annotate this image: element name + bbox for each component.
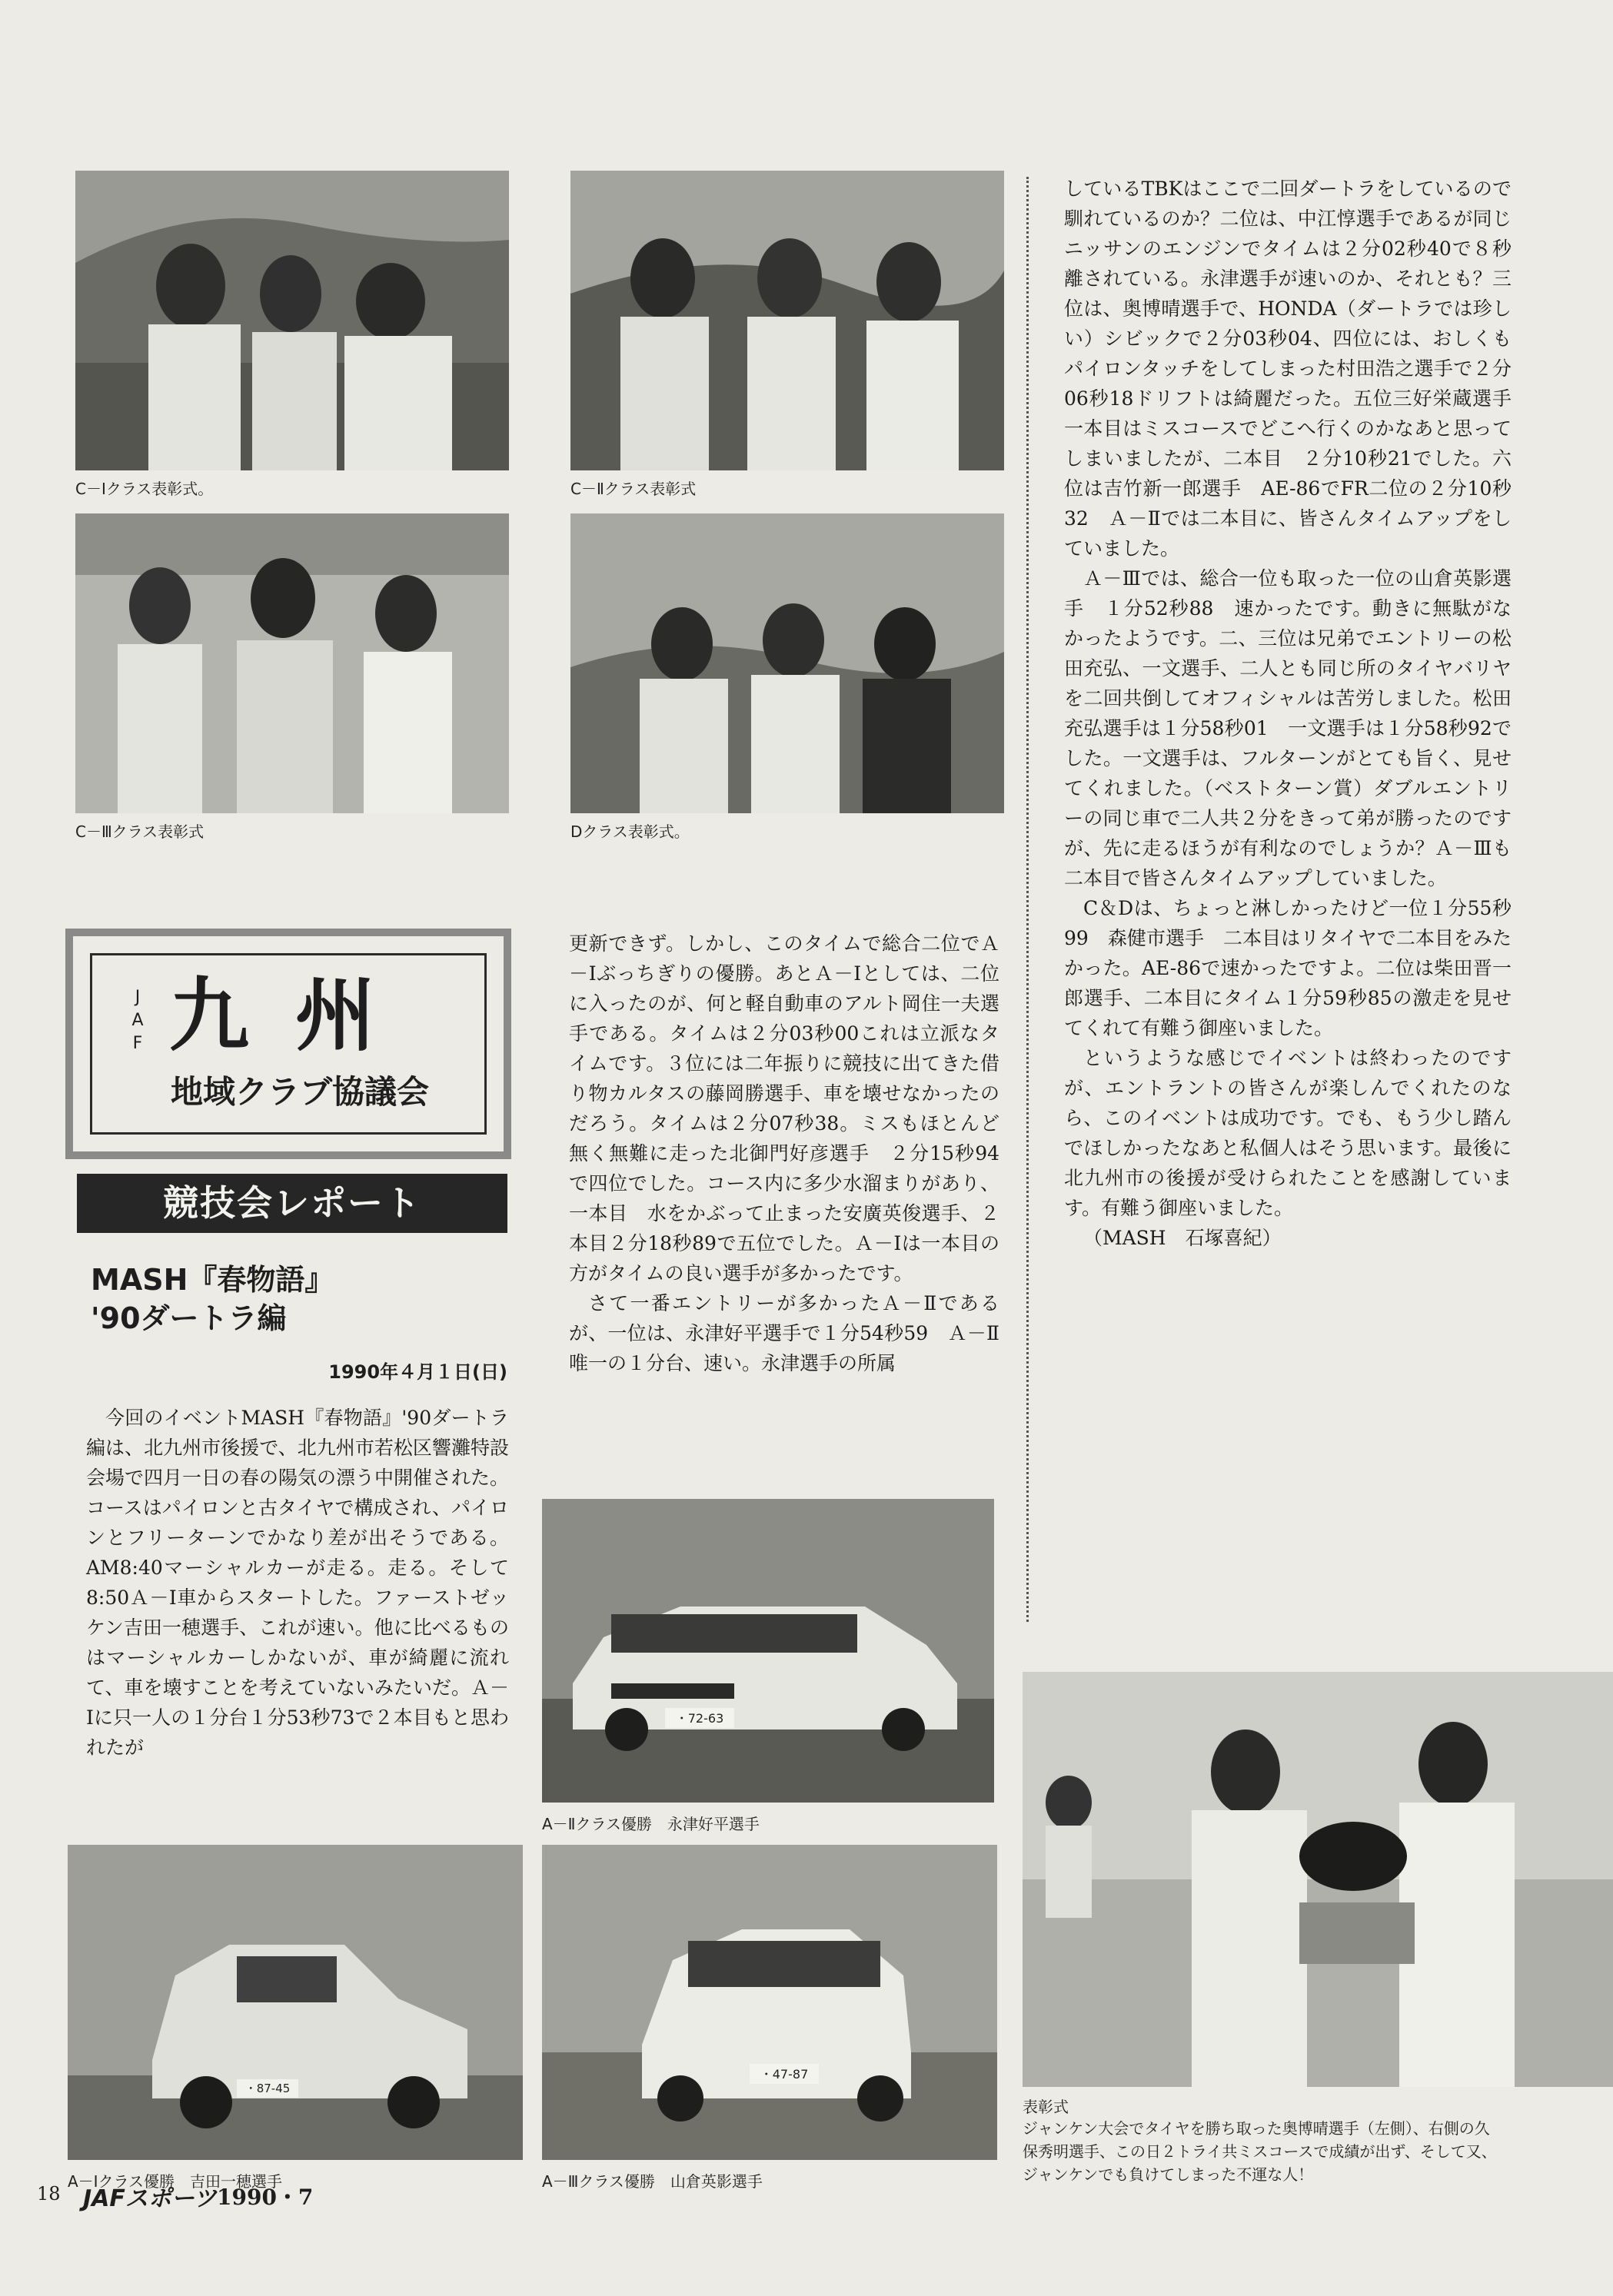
region-name: 九州 [169, 969, 422, 1062]
page-number: 18 [37, 2183, 61, 2205]
paragraph: 更新できず。しかし、このタイムで総合二位でＡ－Ⅰぶっちぎりの優勝。あとＡ－Ⅰとしては、二位に入ったのが、何と軽自動車のアルト岡住一夫選手である。タイムは２分03秒00これは立派なタイムです。３位には二年振りに競技に出てきた借り物カルタスの藤岡勝選手、車を壊せなかったのだろう。タイムは２分07秒38。ミスもほとんど無く無難に走った北御門好彦選手 ２分15秒94で四位でした。コース内に多少水溜まりがあり、一本目 水をかぶって止まった安廣英俊選手、２本目２分18秒89で五位でした。Ａ－Ⅰは一本目の方がタイムの良い選手が多かったです。 [569, 932, 999, 1284]
jaf-kyushu-logo [65, 929, 511, 1159]
column-divider [1026, 177, 1029, 1622]
article-column-1 [86, 1403, 509, 1763]
paragraph: しているTBKはここで二回ダートラをしているので馴れているのか？二位は、中江惇選手であるが同じニッサンのエンジンでタイムは２分02秒40で８秒離されている。永津選手が速いのか、それとも？三位は、奥博晴選手で、HONDA（ダートラでは珍しい）シビックで２分03秒04、四位には、おしくもパイロンタッチをしてしまった村田浩之選手で２分06秒18ドリフトは綺麗だった。五位三好栄蔵選手 一本目はミスコースでどこへ行くのかなあと思ってしまいましたが、二本目 ２分10秒21でした。六位は吉竹新一郎選手 AE-86でFR二位の２分10秒32 Ａ－Ⅱでは二本目に、皆さんタイムアップをしていました。 [1064, 178, 1532, 560]
photo-caption-a1: A－Ⅰクラス優勝 吉田一穂選手 [68, 2172, 282, 2191]
license-plate: ・72-63 [675, 1711, 724, 1726]
photo-a2-winner-car [542, 1499, 994, 1803]
license-plate: ・87-45 [244, 2082, 291, 2095]
photo-caption-a3: A－Ⅲクラス優勝 山倉英影選手 [542, 2172, 763, 2191]
magazine-name: JAFスポーツ [83, 2185, 217, 2212]
paragraph: Ａ－Ⅲでは、総合一位も取った一位の山倉英影選手 １分52秒88 速かったです。動きに無駄がなかったようです。二、三位は兄弟でエントリーの松田充弘、一文選手、二人とも同じ所のタイヤバリヤを二回共倒してオフィシャルは苦労しました。松田充弘選手は１分58秒01 一文選手は１分58秒92でした。一文選手は、フルターンがとても旨く、見せてくれました。（ベストターン賞）ダブルエントリーの同じ車で二人共２分をきって弟が勝ったのですが、先に走るほうが有利なのでしょうか？Ａ－Ⅲも二本目で皆さんタイムアップしていました。 [1064, 567, 1512, 889]
paragraph: C＆Dは、ちょっと淋しかったけど一位１分55秒99 森健市選手 二本目はリタイヤで二本目をみたかった。AE-86で速かったですよ。二位は柴田晋一郎選手、二本目にタイム１分59秒85の激走を見せてくれて有難う御座いました。 [1064, 897, 1512, 1039]
article-column-3 [1064, 174, 1532, 1253]
photo-caption-ceremony: 表彰式 [1023, 2098, 1069, 2116]
photo-caption-a2: A－Ⅱクラス優勝 永津好平選手 [542, 1815, 760, 1833]
issue-date: 1990・7 [217, 2185, 314, 2210]
photo-c1-awards [75, 171, 509, 470]
photo-caption-c2: C－Ⅱクラス表彰式 [570, 480, 697, 498]
photo-caption-c3: C－Ⅲクラス表彰式 [75, 822, 205, 841]
article-column-2 [569, 929, 999, 1378]
paragraph: というような感じでイベントは終わったのですが、エントラントの皆さんが楽しんでくれたのなら、このイベントは成功です。でも、もう少し踏んでほしかったなあと私個人はそう思います。最後に北九州市の後援が受けられたことを感謝しています。有難う御座いました。 [1064, 1047, 1512, 1219]
photo-a3-winner-car [542, 1845, 997, 2160]
section-banner: 競技会レポート [77, 1174, 507, 1233]
event-title: MASH『春物語』 '90ダートラ編 [91, 1263, 334, 1335]
photo-ceremony-janken [1023, 1672, 1613, 2087]
license-plate: ・47-87 [760, 2067, 809, 2082]
photo-c2-awards [570, 171, 1004, 470]
signature: （MASH 石塚喜紀） [1083, 1227, 1282, 1249]
photo-caption-c1: C－Ⅰクラス表彰式。 [75, 480, 214, 498]
event-date: 1990年４月１日(日) [328, 1361, 507, 1383]
photo-d-awards [570, 513, 1004, 813]
photo-caption-d: Dクラス表彰式。 [570, 822, 690, 841]
council-name: 地域クラブ協議会 [170, 1073, 429, 1111]
paragraph: さて一番エントリーが多かったＡ－Ⅱであるが、一位は、永津好平選手で１分54秒59 Ａ－Ⅱ唯一の１分台、速い。永津選手の所属 [569, 1292, 999, 1374]
photo-c3-awards [75, 513, 509, 813]
photo-a1-winner-car [68, 1845, 523, 2160]
paragraph: 今回のイベントMASH『春物語』'90ダートラ編は、北九州市後援で、北九州市若松区響灘特設会場で四月一日の春の陽気の漂う中開催された。コースはパイロンと古タイヤで構成され、パイロンとフリーターンでかなり差が出そうである。AM8:40マーシャルカーが走る。走る。そして8:50Ａ－Ⅰ車からスタートした。ファーストゼッケン吉田一穂選手、これが速い。他に比べるものはマーシャルカーしかないが、車が綺麗に流れて、車を壊すことを考えていないみたいだ。Ａ－Ⅰに只一人の１分台１分53秒73で２本目もと思われたが [86, 1407, 510, 1759]
photo-note: ジャンケン大会でタイヤを勝ち取った奥博晴選手（左側）、右側の久保秀明選手、この日２トライ共ミスコースで成績が出ず、そして又、ジャンケンでも負けてしまった不運な人！ [1023, 2119, 1497, 2184]
jaf-letters: J A F [131, 988, 144, 1053]
